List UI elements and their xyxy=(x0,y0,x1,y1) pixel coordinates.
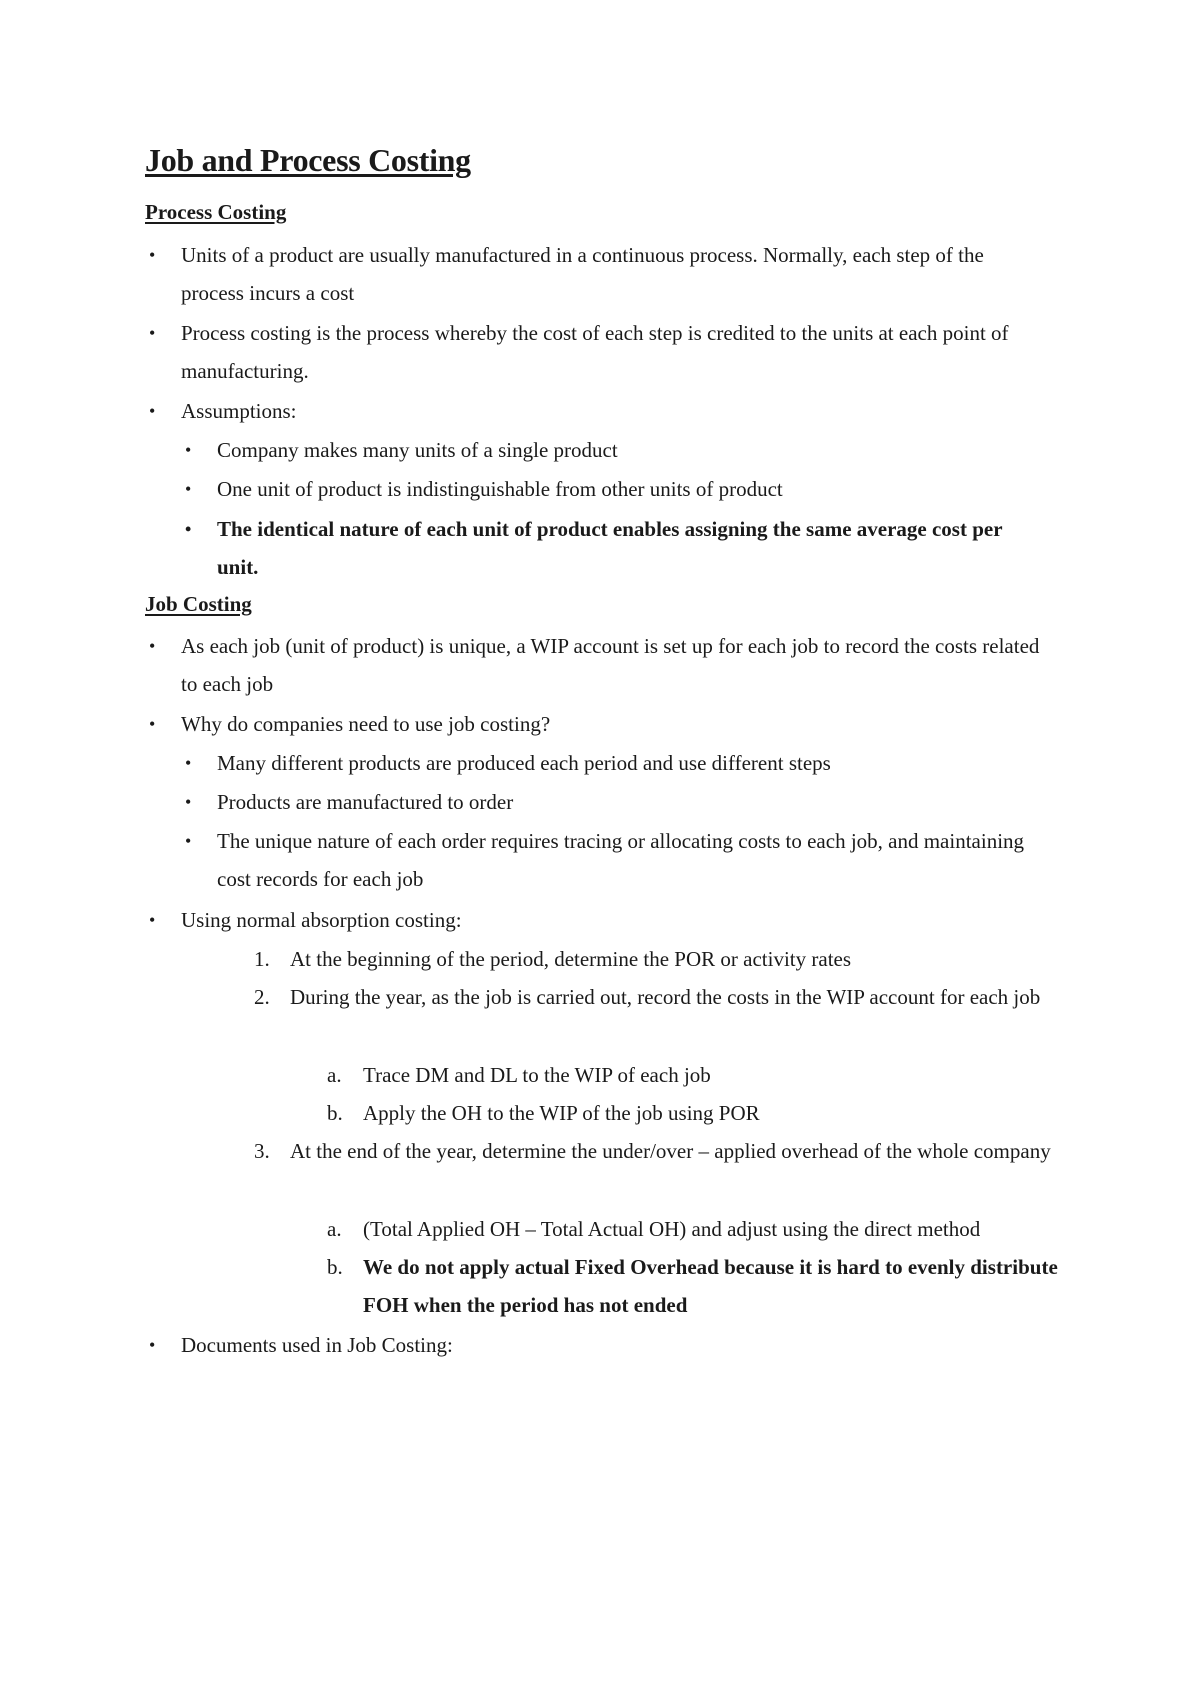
bullet-icon: • xyxy=(185,753,192,773)
sub-list-item xyxy=(185,822,1047,898)
step-number: 2. xyxy=(254,985,270,1009)
step-text: During the year, as the job is carried out, record the costs in the WIP account for each job xyxy=(290,985,1041,1009)
list-item-text: As each job (unit of product) is unique, a WIP account is set up for each job to record the costs related to each job xyxy=(181,634,1040,696)
numbered-step xyxy=(254,940,1060,978)
bullet-icon: • xyxy=(185,440,192,460)
list-item-text: Using normal absorption costing: xyxy=(181,908,462,932)
bullet-icon: • xyxy=(149,401,156,421)
numbered-step xyxy=(254,1132,1060,1170)
list-item xyxy=(149,392,1049,430)
substep-letter: a. xyxy=(327,1217,342,1241)
document-title: Job and Process Costing xyxy=(145,142,471,178)
lettered-substep xyxy=(327,1056,1063,1094)
lettered-substep xyxy=(327,1094,1063,1132)
sub-list-item xyxy=(185,431,1047,469)
bullet-icon: • xyxy=(185,519,192,539)
substep-letter: b. xyxy=(327,1255,343,1279)
substep-text: We do not apply actual Fixed Overhead because it is hard to evenly distribute FOH when the period has not ended xyxy=(363,1255,1058,1317)
heading-process-costing: Process Costing xyxy=(145,200,287,224)
bullet-icon: • xyxy=(185,479,192,499)
list-item xyxy=(149,1326,1049,1364)
substep-letter: a. xyxy=(327,1063,342,1087)
heading-job-costing: Job Costing xyxy=(145,592,252,616)
bullet-icon: • xyxy=(149,636,156,656)
list-item-text: Many different products are produced each period and use different steps xyxy=(217,751,831,775)
substep-text: Apply the OH to the WIP of the job using POR xyxy=(363,1101,760,1125)
numbered-step xyxy=(254,978,1060,1016)
list-item xyxy=(149,314,1049,390)
sub-list-item xyxy=(185,510,1047,586)
bullet-icon: • xyxy=(185,792,192,812)
lettered-substep xyxy=(327,1210,1063,1248)
list-item-text: Units of a product are usually manufactured in a continuous process. Normally, each step of the process incurs a cost xyxy=(181,243,984,305)
lettered-substep xyxy=(327,1248,1063,1324)
bullet-icon: • xyxy=(149,910,156,930)
list-item-text: Assumptions: xyxy=(181,399,297,423)
bullet-icon: • xyxy=(149,1335,156,1355)
substep-letter: b. xyxy=(327,1101,343,1125)
list-item-text: Process costing is the process whereby the cost of each step is credited to the units at each point of manufacturing. xyxy=(181,321,1009,383)
list-item xyxy=(149,705,1049,743)
substep-text: Trace DM and DL to the WIP of each job xyxy=(363,1063,711,1087)
list-item xyxy=(149,627,1049,703)
substep-text: (Total Applied OH – Total Actual OH) and adjust using the direct method xyxy=(363,1217,981,1241)
list-item-text: Company makes many units of a single product xyxy=(217,438,618,462)
step-text: At the beginning of the period, determine the POR or activity rates xyxy=(290,947,852,971)
bullet-icon: • xyxy=(185,831,192,851)
step-number: 3. xyxy=(254,1139,270,1163)
bullet-icon: • xyxy=(149,245,156,265)
bullet-icon: • xyxy=(149,323,156,343)
list-item-text: One unit of product is indistinguishable from other units of product xyxy=(217,477,783,501)
list-item-text: Products are manufactured to order xyxy=(217,790,514,814)
list-item-text: Documents used in Job Costing: xyxy=(181,1333,453,1357)
step-number: 1. xyxy=(254,947,270,971)
list-item-text: Why do companies need to use job costing? xyxy=(181,712,551,736)
list-item xyxy=(149,236,1049,312)
list-item-text: The unique nature of each order requires tracing or allocating costs to each job, and maintaining cost records for each job xyxy=(217,829,1025,891)
list-item-text: The identical nature of each unit of product enables assigning the same average cost per unit. xyxy=(217,517,1003,579)
sub-list-item xyxy=(185,744,1047,782)
step-text: At the end of the year, determine the under/over – applied overhead of the whole company xyxy=(290,1139,1051,1163)
list-item xyxy=(149,901,1049,939)
sub-list-item xyxy=(185,470,1047,508)
bullet-icon: • xyxy=(149,714,156,734)
sub-list-item xyxy=(185,783,1047,821)
